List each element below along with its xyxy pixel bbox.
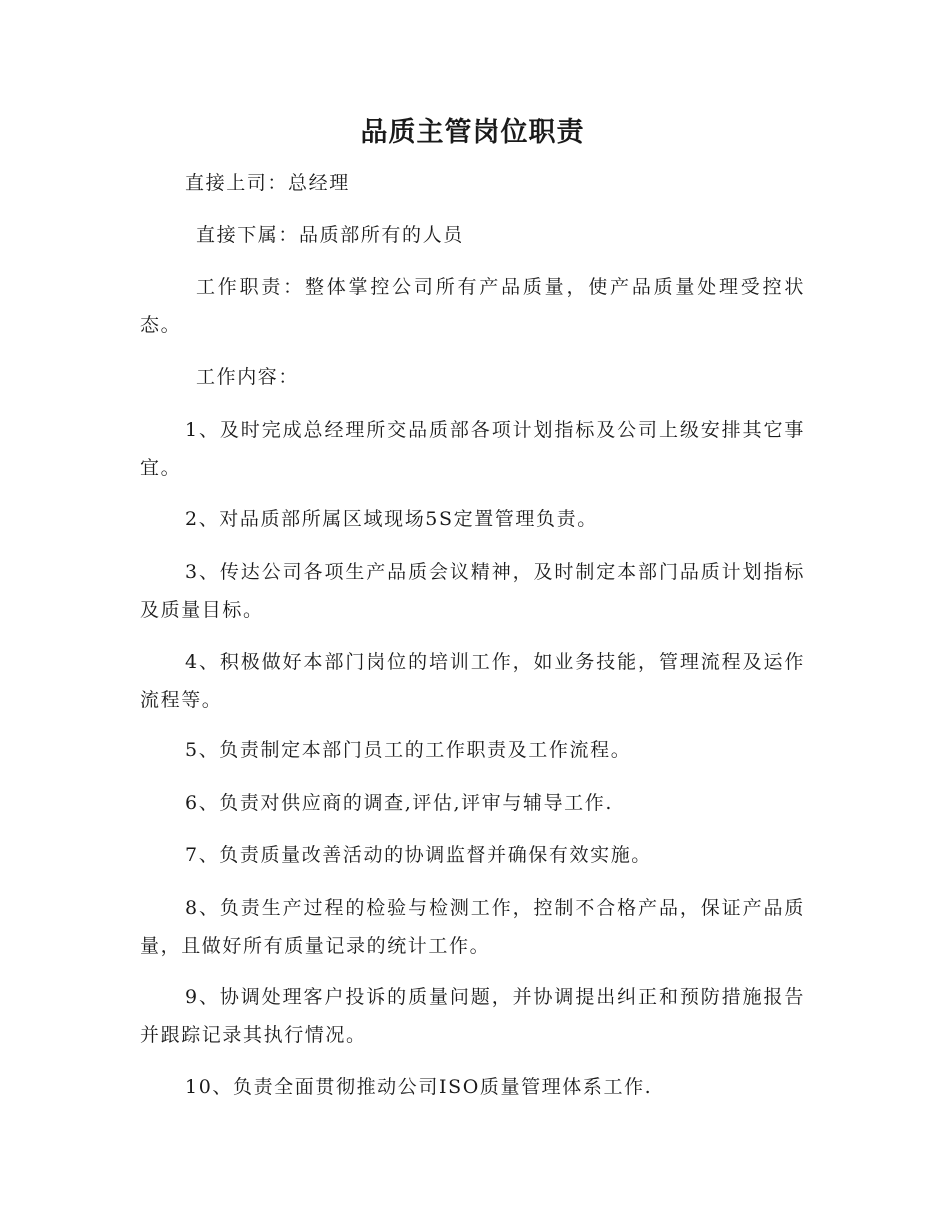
list-item: 5、负责制定本部门员工的工作职责及工作流程。 (185, 739, 632, 761)
subordinates-line: 直接下属：品质部所有的人员 (196, 224, 464, 246)
content-heading: 工作内容： (196, 366, 300, 388)
list-item: 4、积极做好本部门岗位的培训工作，如业务技能，管理流程及运作流程等。 (140, 651, 805, 711)
list-item: 8、负责生产过程的检验与检测工作，控制不合格产品，保证产品质量，且做好所有质量记录的统计工作。 (140, 897, 805, 957)
list-item: 2、对品质部所属区域现场5S定置管理负责。 (185, 508, 598, 530)
list-item: 6、负责对供应商的调查,评估,评审与辅导工作. (185, 792, 614, 814)
page-title: 品质主管岗位职责 (360, 117, 585, 148)
list-item: 1、及时完成总经理所交品质部各项计划指标及公司上级安排其它事宜。 (140, 419, 805, 479)
list-item: 7、负责质量改善活动的协调监督并确保有效实施。 (185, 844, 652, 866)
list-item: 10、负责全面贯彻推动公司ISO质量管理体系工作. (185, 1076, 653, 1098)
supervisor-line: 直接上司：总经理 (185, 172, 350, 194)
list-item: 9、协调处理客户投诉的质量问题，并协调提出纠正和预防措施报告并跟踪记录其执行情况。 (140, 986, 805, 1046)
list-item: 3、传达公司各项生产品质会议精神，及时制定本部门品质计划指标及质量目标。 (140, 561, 805, 621)
responsibility-paragraph: 工作职责：整体掌控公司所有产品质量，使产品质量处理受控状态。 (140, 276, 805, 336)
